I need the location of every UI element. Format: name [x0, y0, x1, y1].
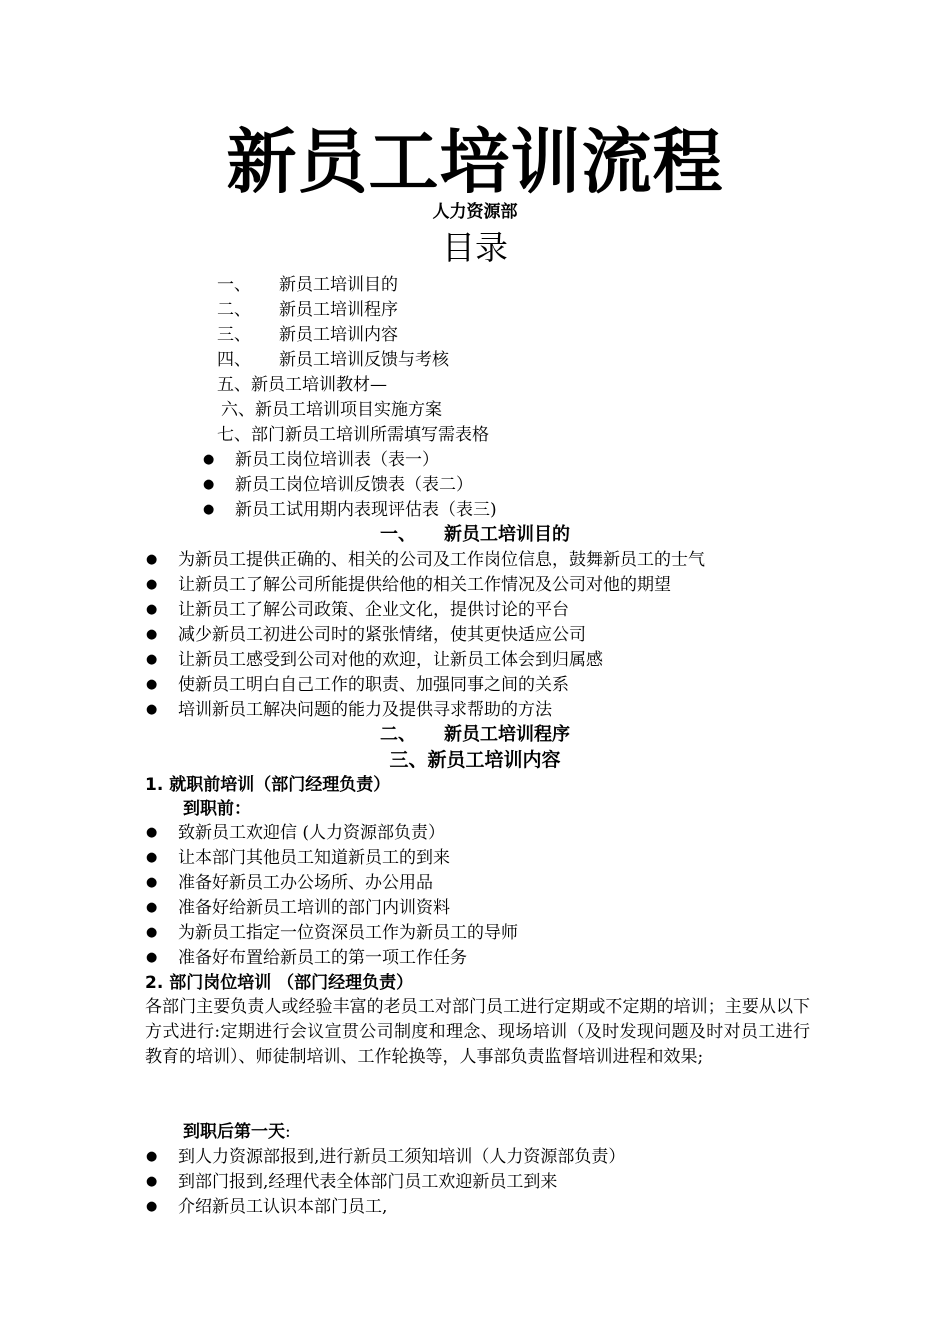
- toc-form-item: 新员工试用期内表现评估表（表三): [235, 500, 497, 520]
- bullet-icon: ●: [203, 477, 215, 492]
- list-item: 为新员工提供正确的、相关的公司及工作岗位信息，鼓舞新员工的士气: [178, 550, 705, 570]
- section-number: 一、: [380, 524, 416, 545]
- list-item: 到部门报到,经理代表全体部门员工欢迎新员工到来: [178, 1172, 558, 1192]
- toc-form-item: 新员工岗位培训反馈表（表二）: [235, 475, 473, 495]
- department-name: 人力资源部: [432, 202, 518, 222]
- toc-item-number: 四、: [217, 350, 251, 370]
- toc-item-number: 二、: [217, 300, 251, 320]
- bullet-icon: ●: [146, 602, 158, 617]
- toc-item: [217, 273, 398, 297]
- toc-item: 七、部门新员工培训所需填写需表格: [217, 425, 489, 445]
- subsection-label: [183, 1120, 291, 1144]
- toc-item-text: 新员工培训目的: [279, 275, 398, 295]
- list-item: 准备好给新员工培训的部门内训资料: [178, 898, 450, 918]
- toc-form-item: 新员工岗位培训表（表一）: [235, 450, 439, 470]
- toc-item: 六、新员工培训项目实施方案: [221, 400, 442, 420]
- section-title: 新员工培训目的: [444, 524, 570, 545]
- list-item: 让新员工了解公司政策、企业文化，提供讨论的平台: [178, 600, 569, 620]
- toc-item-text: 新员工培训反馈与考核: [279, 350, 449, 370]
- subsection-label-colon: :: [285, 1122, 291, 1142]
- list-item: 准备好布置给新员工的第一项工作任务: [178, 948, 467, 968]
- bullet-icon: ●: [146, 677, 158, 692]
- section-heading: [0, 523, 950, 547]
- toc-item-text: 新员工培训程序: [279, 300, 398, 320]
- list-item: 到人力资源部报到,进行新员工须知培训（人力资源部负责）: [178, 1147, 626, 1167]
- toc-item: [217, 323, 398, 347]
- toc-item-text: 新员工培训内容: [279, 325, 398, 345]
- bullet-icon: ●: [146, 652, 158, 667]
- body-paragraph: 各部门主要负责人或经验丰富的老员工对部门员工进行定期或不定期的培训；主要从以下方式进行:定期进行会议宣贯公司制度和理念、现场培训（及时发现问题及时对员工进行教育的培训）、师徒制培训、工作轮换等，人事部负责监督培训进程和效果;: [145, 997, 810, 1067]
- document-title: 新员工培训流程: [226, 121, 724, 203]
- list-item: 让新员工了解公司所能提供给他的相关工作情况及公司对他的期望: [178, 575, 671, 595]
- bullet-icon: ●: [146, 900, 158, 915]
- subsection-title: 2. 部门岗位培训 （部门经理负责）: [145, 973, 414, 993]
- toc-item-number: 三、: [217, 325, 251, 345]
- bullet-icon: ●: [146, 1174, 158, 1189]
- bullet-icon: ●: [146, 627, 158, 642]
- list-item: 使新员工明白自己工作的职责、加强同事之间的关系: [178, 675, 569, 695]
- bullet-icon: ●: [146, 552, 158, 567]
- list-item: 让新员工感受到公司对他的欢迎，让新员工体会到归属感: [178, 650, 603, 670]
- bullet-icon: ●: [146, 1149, 158, 1164]
- section-number: 二、: [380, 724, 416, 745]
- bullet-icon: ●: [146, 925, 158, 940]
- toc-item: [217, 348, 449, 372]
- list-item: 减少新员工初进公司时的紧张情绪，使其更快适应公司: [178, 625, 586, 645]
- list-item: 为新员工指定一位资深员工作为新员工的导师: [178, 923, 518, 943]
- toc-heading: 目录: [442, 228, 508, 267]
- subsection-label: 到职前：: [183, 799, 251, 819]
- bullet-icon: ●: [146, 577, 158, 592]
- section-title: 新员工培训程序: [444, 724, 570, 745]
- toc-item: 五、新员工培训教材—: [217, 375, 387, 395]
- subsection-label-text: 到职后第一天: [183, 1122, 285, 1142]
- list-item: 培训新员工解决问题的能力及提供寻求帮助的方法: [178, 700, 552, 720]
- section-heading: [0, 723, 950, 747]
- list-item: 让本部门其他员工知道新员工的到来: [178, 848, 450, 868]
- bullet-icon: ●: [203, 502, 215, 517]
- bullet-icon: ●: [146, 702, 158, 717]
- toc-item-number: 一、: [217, 275, 251, 295]
- toc-item: [217, 298, 398, 322]
- subsection-title: 1. 就职前培训（部门经理负责）: [145, 775, 391, 795]
- section-heading: 三、新员工培训内容: [389, 749, 561, 771]
- list-item: 介绍新员工认识本部门员工,: [178, 1197, 388, 1217]
- bullet-icon: ●: [146, 950, 158, 965]
- bullet-icon: ●: [146, 825, 158, 840]
- bullet-icon: ●: [146, 1199, 158, 1214]
- bullet-icon: ●: [203, 452, 215, 467]
- bullet-icon: ●: [146, 850, 158, 865]
- bullet-icon: ●: [146, 875, 158, 890]
- list-item: 准备好新员工办公场所、办公用品: [178, 873, 433, 893]
- list-item: 致新员工欢迎信 (人力资源部负责）: [178, 823, 446, 843]
